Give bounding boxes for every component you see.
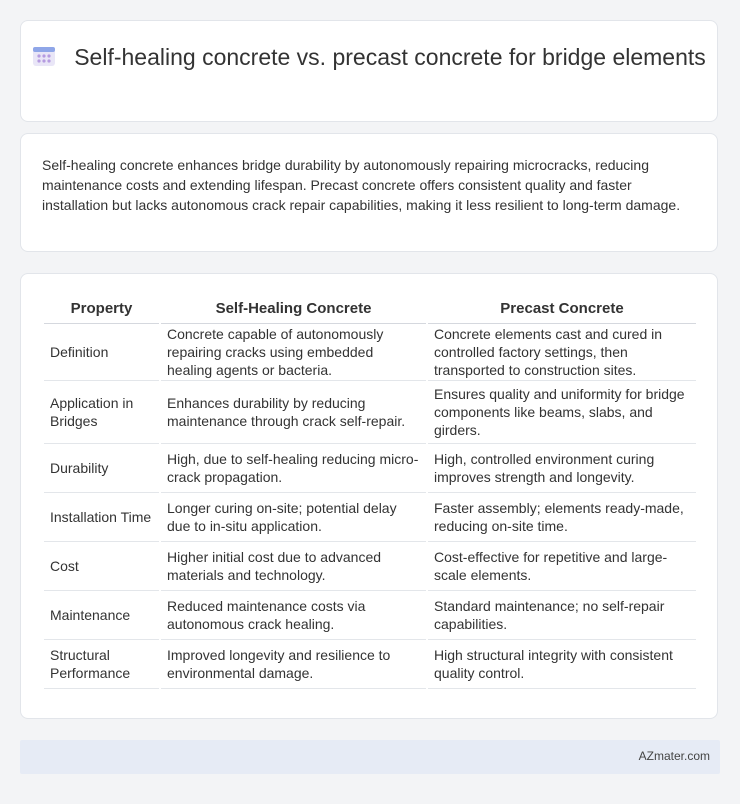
property-cell: Cost <box>44 542 159 591</box>
self-healing-cell: High, due to self-healing reducing micro-crack propagation. <box>161 444 426 493</box>
table-row <box>44 493 696 542</box>
property-cell: Installation Time <box>44 493 159 542</box>
precast-cell: High, controlled environment curing improves strength and longevity. <box>428 444 696 493</box>
table-row <box>44 640 696 689</box>
precast-cell: High structural integrity with consistent quality control. <box>428 640 696 689</box>
table-row <box>44 381 696 444</box>
property-cell: Durability <box>44 444 159 493</box>
title-card <box>20 20 718 122</box>
table-row <box>44 542 696 591</box>
self-healing-cell: Higher initial cost due to advanced materials and technology. <box>161 542 426 591</box>
summary-card <box>20 133 718 252</box>
page-title-text: Self-healing concrete vs. precast concrete for bridge elements <box>74 44 706 70</box>
property-cell: Maintenance <box>44 591 159 640</box>
comparison-table <box>42 295 698 689</box>
summary-text: Self-healing concrete enhances bridge durability by autonomously repairing microcracks, reducing maintenance costs and extending lifespan. Precast concrete offers consistent quality and faster installation but lacks autonomous crack repair capabilities, making it less resilient to long-term damage. <box>42 157 681 213</box>
header-precast: Precast Concrete <box>428 295 696 324</box>
precast-cell: Ensures quality and uniformity for bridge components like beams, slabs, and girders. <box>428 381 696 444</box>
self-healing-cell: Concrete capable of autonomously repairing cracks using embedded healing agents or bacteria. <box>161 324 426 381</box>
table-header-row <box>44 295 696 324</box>
header-self-healing: Self-Healing Concrete <box>161 295 426 324</box>
property-cell: Structural Performance <box>44 640 159 689</box>
footer-brand: AZmater.com <box>638 749 710 763</box>
property-cell: Application in Bridges <box>44 381 159 444</box>
precast-cell: Cost-effective for repetitive and large-scale elements. <box>428 542 696 591</box>
property-cell: Definition <box>44 324 159 381</box>
precast-cell: Standard maintenance; no self-repair capabilities. <box>428 591 696 640</box>
precast-cell: Faster assembly; elements ready-made, reducing on-site time. <box>428 493 696 542</box>
precast-cell: Concrete elements cast and cured in controlled factory settings, then transported to construction sites. <box>428 324 696 381</box>
self-healing-cell: Reduced maintenance costs via autonomous crack healing. <box>161 591 426 640</box>
table-row <box>44 591 696 640</box>
self-healing-cell: Improved longevity and resilience to environmental damage. <box>161 640 426 689</box>
footer-bar <box>20 740 720 774</box>
table-row <box>44 324 696 381</box>
page-title <box>21 43 717 72</box>
calendar-grid-icon <box>32 45 56 67</box>
header-property: Property <box>44 295 159 324</box>
table-row <box>44 444 696 493</box>
comparison-table-card <box>20 273 718 719</box>
self-healing-cell: Longer curing on-site; potential delay due to in-situ application. <box>161 493 426 542</box>
self-healing-cell: Enhances durability by reducing maintenance through crack self-repair. <box>161 381 426 444</box>
